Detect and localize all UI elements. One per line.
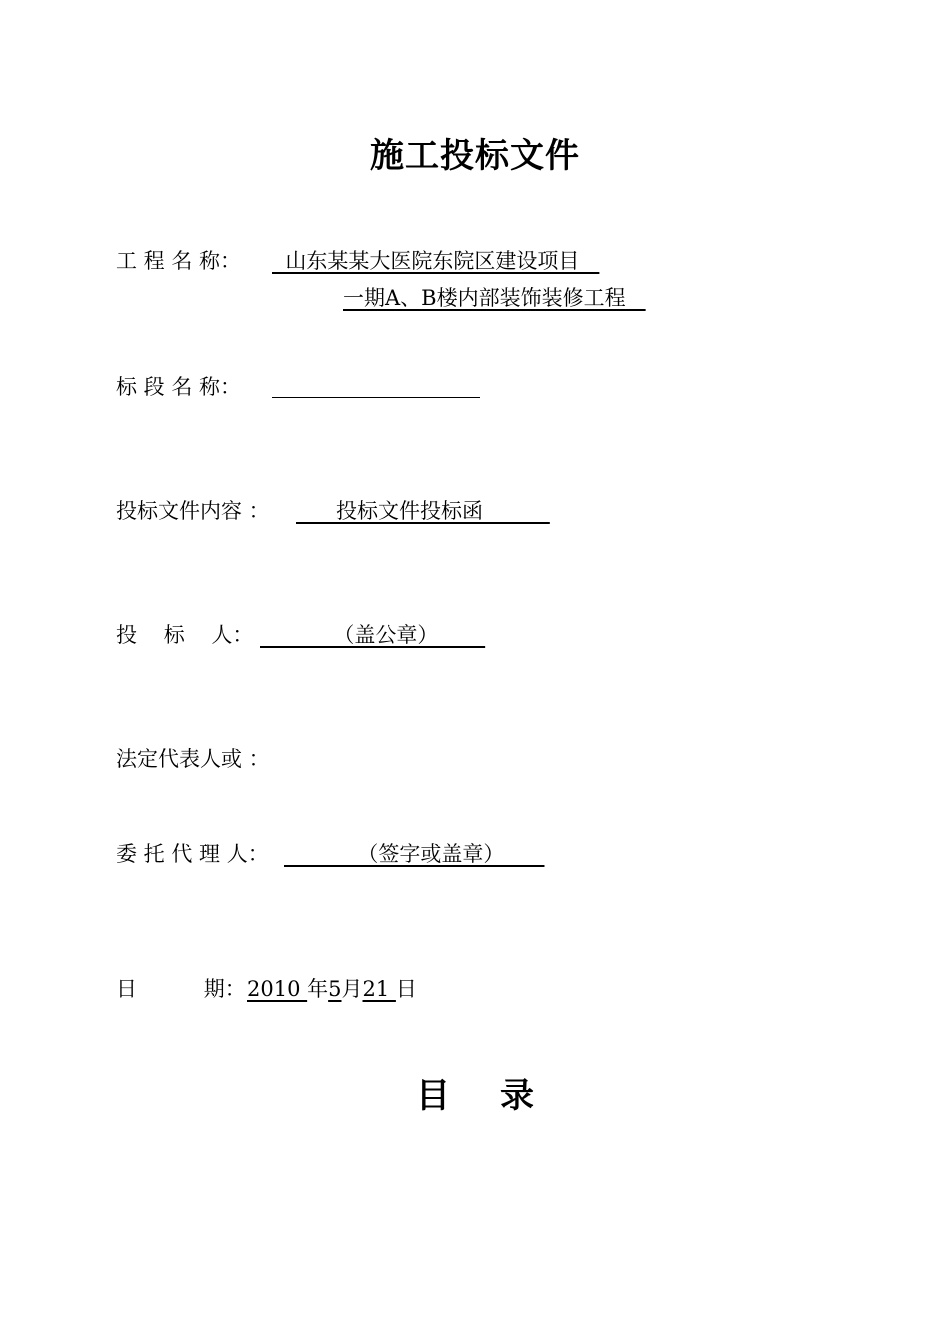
date-label: 日 期： <box>116 977 246 1001</box>
bid-content-value: 投标文件投标函 <box>296 499 550 523</box>
toc-title: 目录 <box>416 1076 584 1116</box>
bidder-label: 投 标 人： <box>116 623 254 647</box>
date-month-unit: 月 <box>341 977 363 1001</box>
agent-label: 委 托 代 理 人： <box>116 842 269 866</box>
project-name-label: 工 程 名 称： <box>116 249 242 273</box>
bidder-value: （盖公章） <box>260 623 486 647</box>
date-day-unit: 日 <box>395 977 417 1001</box>
date-year-unit: 年 <box>307 977 329 1001</box>
project-name-line2: 一期A、B楼内部装饰装修工程 <box>343 286 646 310</box>
date-value <box>247 976 417 1002</box>
date-day: 21 <box>362 977 396 1001</box>
section-name-blank <box>272 397 480 398</box>
date-month: 5 <box>328 977 342 1001</box>
document-title: 施工投标文件 <box>370 136 580 176</box>
bid-content-label: 投标文件内容 ： <box>116 499 270 523</box>
legal-rep-label: 法定代表人或 ： <box>116 747 270 771</box>
date-year: 2010 <box>247 977 308 1001</box>
section-name-label: 标 段 名 称： <box>116 375 242 399</box>
project-name-line1: 山东某某大医院东院区建设项目 <box>272 249 600 273</box>
agent-value: （签字或盖章） <box>284 842 545 866</box>
